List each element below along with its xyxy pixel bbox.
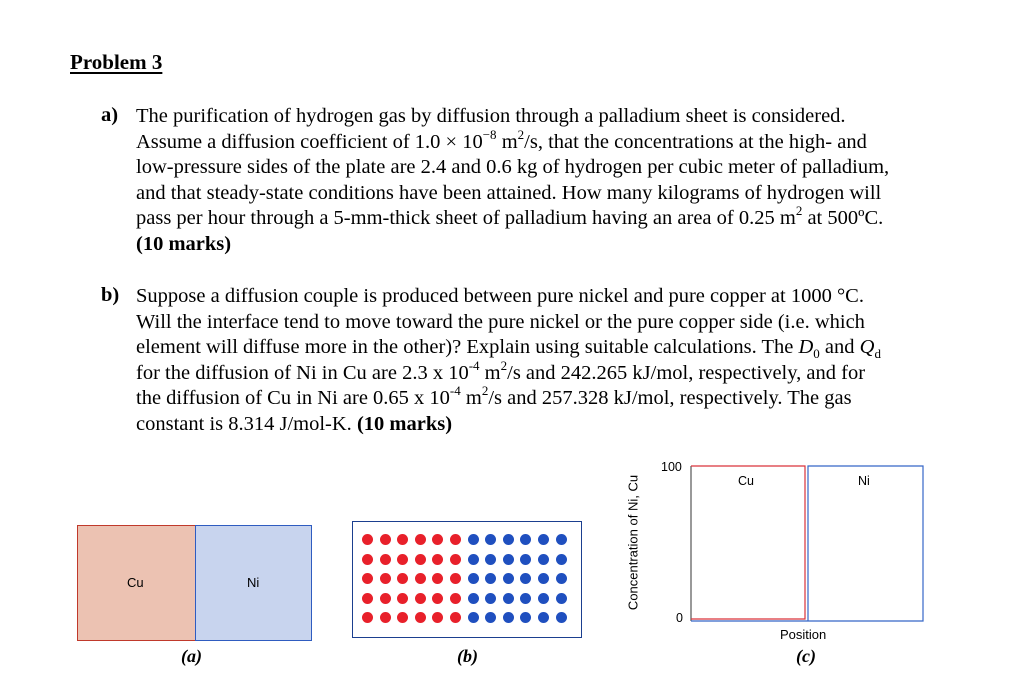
part-a-line-2: Assume a diffusion coefficient of $1.0 \times 10^{-8}$ $m^2/s$, that the concentrations at the high- and bbox=[136, 126, 867, 153]
problem-title: Problem 3 bbox=[70, 50, 163, 74]
ni-profile-line bbox=[691, 466, 923, 621]
part-a-label: a) bbox=[101, 104, 119, 126]
ni-region-label: Ni bbox=[858, 474, 870, 488]
nickel-block-label: Ni bbox=[247, 575, 260, 590]
y-tick-0: 0 bbox=[676, 611, 683, 625]
part-b-line-2: Will the interface tend to move toward the pure nickel or the pure copper side (i.e. which bbox=[136, 310, 865, 333]
cu-region-label: Cu bbox=[738, 474, 754, 488]
part-a-line-1: The purification of hydrogen gas by diffusion through a palladium sheet is considered. bbox=[136, 105, 846, 127]
part-b-line-4: for the diffusion of Ni in Cu are 2.3 x $10^{-4}$ $m^2/s$ and 242.265 kJ/mol, respectively, and for bbox=[136, 357, 866, 384]
copper-block-label: Cu bbox=[127, 575, 144, 590]
part-b-line-5: the diffusion of Cu in Ni are 0.65 x $10^{-4}$ $m^2/s$ and 257.328 kJ/mol, respectively. The gas bbox=[136, 383, 852, 409]
part-a-line-3: low-pressure sides of the plate are 2.4 and 0.6 kg of hydrogen per cubic meter of palladium, bbox=[136, 156, 890, 178]
y-tick-100: 100 bbox=[661, 460, 682, 474]
part-b-line-1: Suppose a diffusion couple is produced between pure nickel and pure copper at 1000 °C. bbox=[136, 285, 864, 307]
part-a-line-5: pass per hour through a 5-mm-thick sheet of palladium having an area of 0.25 $m^2$ at 500ºC. bbox=[136, 203, 884, 229]
figure-a-caption: (a) bbox=[181, 646, 202, 666]
part-a-marks: (10 marks) bbox=[136, 232, 232, 255]
part-a-line-4: and that steady-state conditions have been attained. How many kilograms of hydrogen will bbox=[136, 181, 882, 204]
part-b-line-3: element will diffuse more in the other)? Explain using suitable calculations. The $D_0$ and $Q_d$ bbox=[136, 336, 881, 362]
part-b-line-6: constant is 8.314 J/mol-K. (10 marks) bbox=[136, 412, 453, 435]
cu-profile-line bbox=[691, 466, 805, 619]
figure-c-caption: (c) bbox=[796, 646, 816, 666]
x-axis-label: Position bbox=[780, 627, 827, 642]
figure-b-caption: (b) bbox=[457, 646, 478, 666]
y-axis-label: Concentration of Ni, Cu bbox=[625, 474, 641, 611]
part-b-label: b) bbox=[101, 284, 120, 306]
